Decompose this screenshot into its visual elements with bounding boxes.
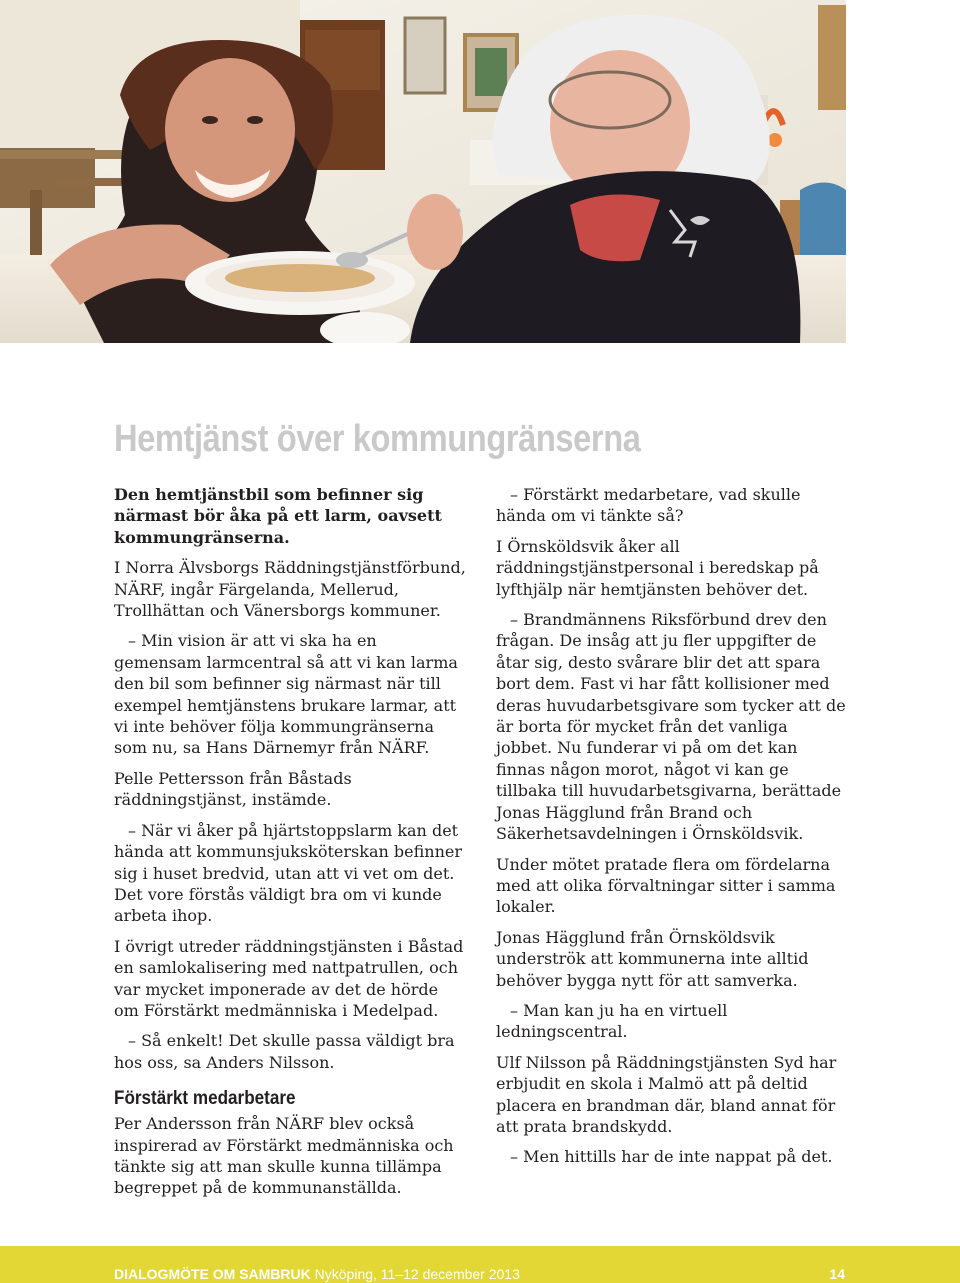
- body-paragraph: I Örnsköldsvik åker all räddningstjänstpersonal i beredskap på lyfthjälp när hemtjänsten behöver det.: [496, 536, 819, 599]
- body-paragraph: I Norra Älvsborgs Räddningstjänstförbund, NÄRF, ingår Färgelanda, Mellerud, Trollhättan och Vänersborgs kommuner.: [114, 558, 466, 621]
- quote-paragraph: – Men hittills har de inte nappat på det.: [510, 1147, 833, 1167]
- page-number: 14: [829, 1266, 845, 1282]
- lead-paragraph: Den hemtjänstbil som befinner sig närmast bör åka på ett larm, oavsett kommungränserna.: [114, 485, 442, 547]
- article-title: Hemtjänst över kommungränserna: [114, 418, 641, 460]
- quote-paragraph: – Så enkelt! Det skulle passa väldigt bra hos oss, sa Anders Nilsson.: [114, 1031, 455, 1072]
- article-photo: [0, 0, 846, 343]
- quote-paragraph: – Brandmännens Riksförbund drev den frågan. De insåg att ju fler uppgifter de åtar sig, desto svårare blir det att spara bort dem. Fast vi har fått kollisioner med deras huvudarbetsgivare som tycker att de är borta för mycket från det vanliga jobbet. Nu funderar vi på om det kan finnas någon morot, något vi kan ge tillbaka till huvudarbetsgivarna, berättade Jonas Hägglund från Brand och Säkerhetsavdelningen i Örnsköldsvik.: [496, 610, 846, 844]
- body-paragraph: Ulf Nilsson på Räddningstjänsten Syd har erbjudit en skola i Malmö att på deltid placera en brandman där, bland annat för att prata brandskydd.: [496, 1052, 837, 1136]
- body-paragraph: I övrigt utreder räddningstjänsten i Båstad en samlokalisering med nattpatrullen, och var mycket imponerade av det de hörde om Förstärkt medmänniska i Medelpad.: [114, 936, 464, 1020]
- photo-illustration: [0, 0, 846, 343]
- left-column: [114, 484, 466, 1208]
- footer-event: Nyköping, 11–12 december 2013: [314, 1266, 520, 1282]
- quote-paragraph: – Förstärkt medarbetare, vad skulle hända om vi tänkte så?: [496, 485, 801, 526]
- footer-brand: DIALOGMÖTE OM SAMBRUK: [114, 1266, 311, 1282]
- quote-paragraph: – Man kan ju ha en virtuell ledningscentral.: [496, 1000, 728, 1042]
- body-paragraph: Under mötet pratade flera om fördelarna med att olika förvaltningar sitter i samma lokaler.: [496, 854, 836, 917]
- footer-caption: [114, 1266, 520, 1282]
- body-paragraph: Pelle Pettersson från Båstads räddningstjänst, instämde.: [114, 768, 352, 810]
- right-column: [496, 484, 846, 1177]
- body-paragraph: Jonas Hägglund från Örnsköldsvik underströk att kommunerna inte alltid behöver bygga nytt för att samverka.: [496, 927, 809, 990]
- quote-paragraph: – När vi åker på hjärtstoppslarm kan det hända att kommunsjuksköterskan befinner sig i huset bredvid, utan att vi vet om det. Det vore förstås väldigt bra om vi kunde arbeta ihop.: [114, 820, 462, 926]
- section-subheading: Förstärkt medarbetare: [114, 1088, 296, 1110]
- body-paragraph: Per Andersson från NÄRF blev också inspirerad av Förstärkt medmänniska och tänkte sig att man skulle kunna tillämpa begreppet på de kommunanställda.: [114, 1114, 454, 1198]
- quote-paragraph: – Min vision är att vi ska ha en gemensam larmcentral så att vi kan larma den bil som befinner sig närmast när till exempel hemtjänstens brukare larmar, att vi inte behöver följa kommungränserna som nu, sa Hans Därnemyr från NÄRF.: [114, 631, 458, 758]
